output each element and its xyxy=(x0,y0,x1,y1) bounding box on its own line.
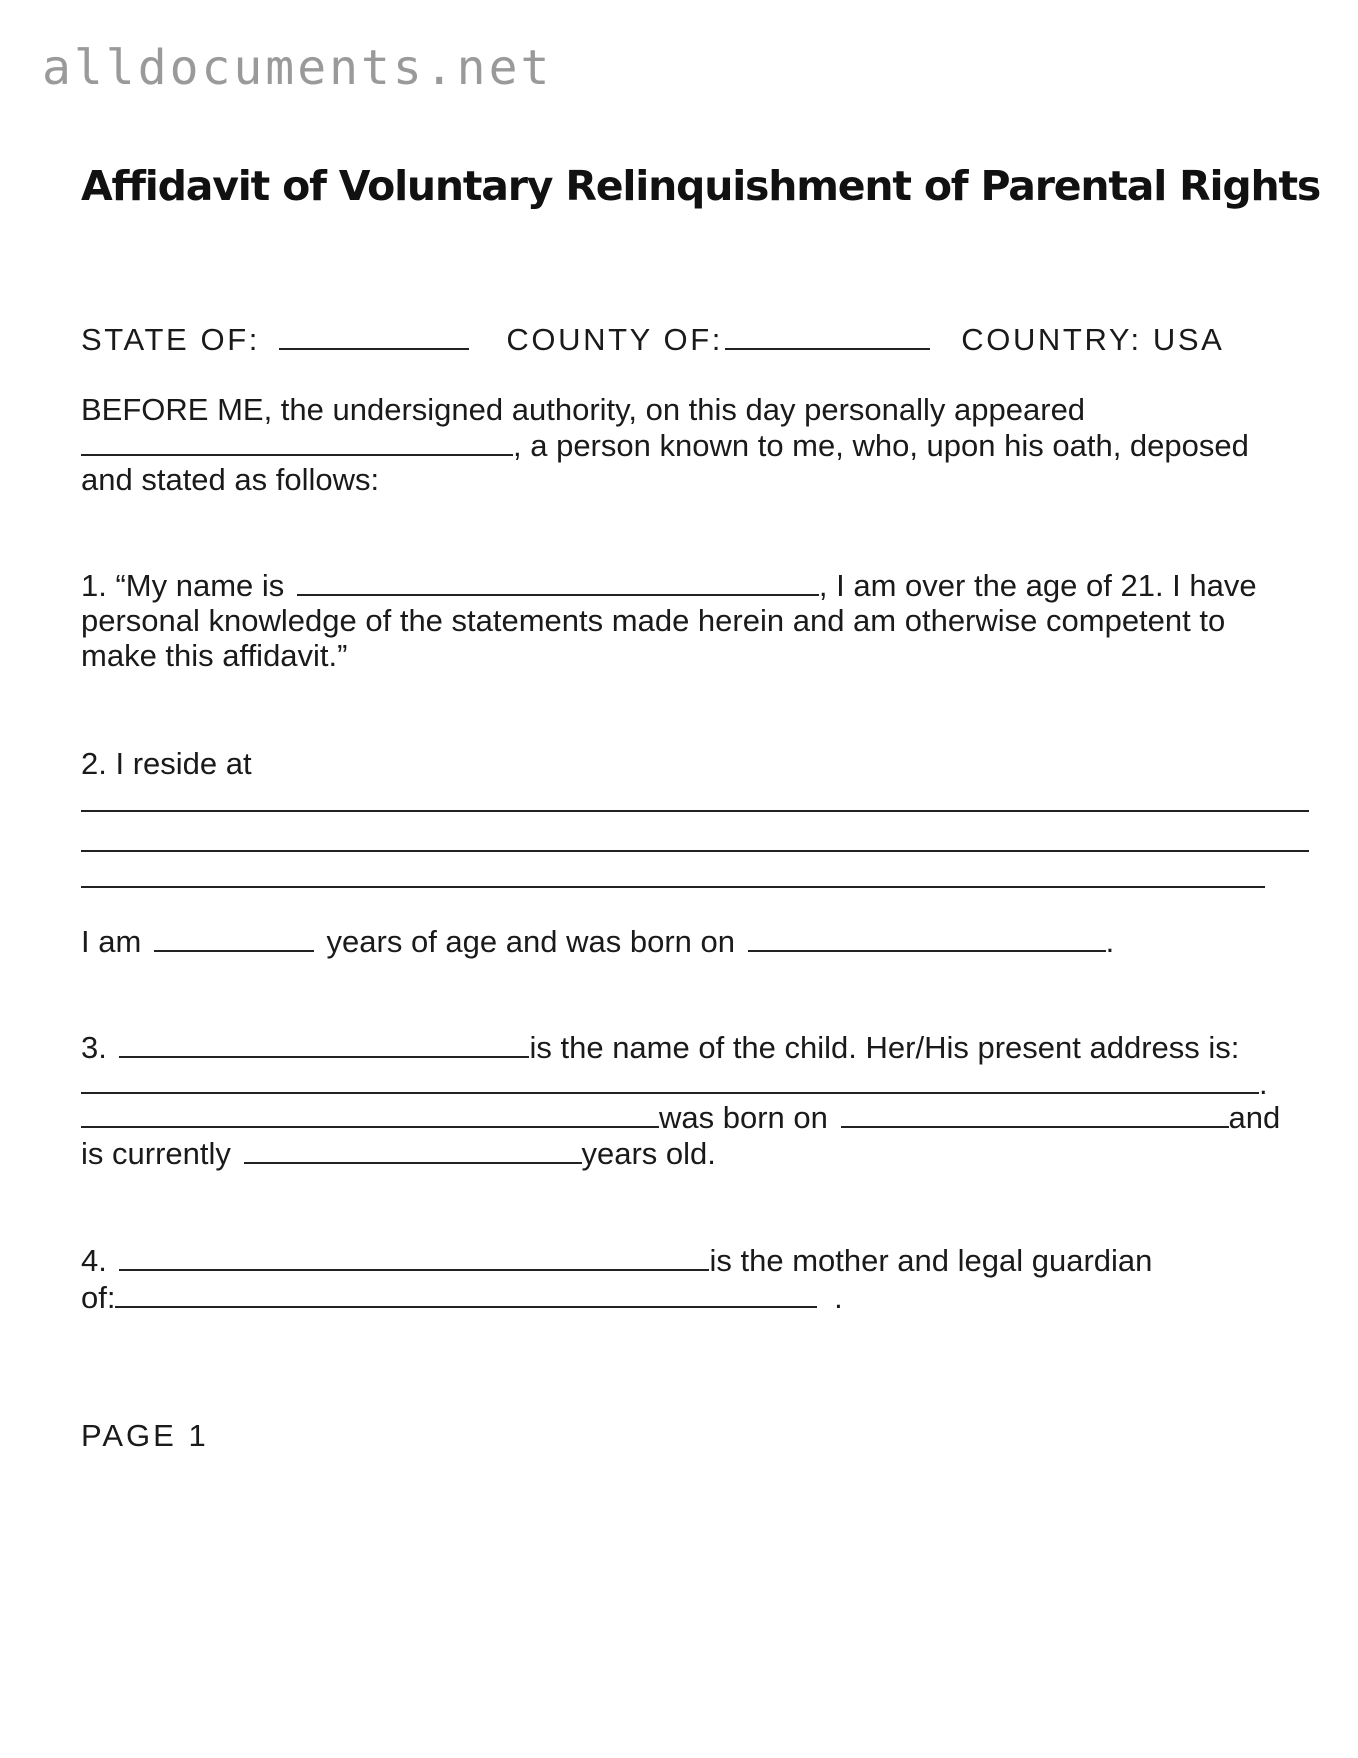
county-blank[interactable] xyxy=(725,324,930,350)
watermark: alldocuments.net xyxy=(42,40,553,96)
country-label: COUNTRY: USA xyxy=(961,322,1225,357)
years-label: years old. xyxy=(581,1136,716,1171)
currently-label: is currently xyxy=(81,1136,231,1171)
intro-line-2-text: , a person known to me, who, upon his oath, deposed xyxy=(513,428,1249,463)
item-3-line-4 xyxy=(81,1136,716,1172)
child-age-blank[interactable] xyxy=(244,1138,582,1164)
born-label: was born on xyxy=(659,1100,828,1135)
jurisdiction-line xyxy=(81,322,1224,358)
child-address-blank-2[interactable] xyxy=(81,1102,659,1128)
mother-name-blank[interactable] xyxy=(119,1245,709,1271)
county-label: COUNTY OF: xyxy=(506,322,724,357)
item-4-line-1 xyxy=(81,1243,1152,1279)
age-lead: I am xyxy=(81,924,142,959)
guardian-of-blank[interactable] xyxy=(115,1282,817,1308)
child-name-blank[interactable] xyxy=(119,1032,529,1058)
child-address-blank[interactable] xyxy=(81,1068,1259,1094)
state-label: STATE OF: xyxy=(81,322,260,357)
age-blank[interactable] xyxy=(154,926,314,952)
residence-blank-1[interactable] xyxy=(81,810,1309,812)
residence-blank-2[interactable] xyxy=(81,850,1309,852)
state-blank[interactable] xyxy=(279,324,469,350)
and-label: and xyxy=(1228,1100,1281,1135)
intro-line-1: BEFORE ME, the undersigned authority, on this day personally appeared xyxy=(81,392,1086,427)
residence-blank-3[interactable] xyxy=(81,886,1265,888)
birth-date-blank[interactable] xyxy=(748,926,1106,952)
item-1-line-3: make this affidavit.” xyxy=(81,638,348,673)
age-end: . xyxy=(1105,924,1115,959)
item-3-line-2-end: . xyxy=(1259,1066,1268,1101)
child-birth-date-blank[interactable] xyxy=(841,1102,1229,1128)
item-3-line-2 xyxy=(81,1066,1268,1102)
item-1-line-1 xyxy=(81,568,1257,604)
intro-line-2 xyxy=(81,428,1249,464)
item-4-lead: 4. xyxy=(81,1243,107,1278)
item-4-end: . xyxy=(834,1280,843,1315)
item-4-mid: is the mother and legal guardian xyxy=(709,1243,1153,1278)
page-number: PAGE 1 xyxy=(81,1418,209,1453)
item-3-line-3 xyxy=(81,1100,1280,1136)
item-1-line-2: personal knowledge of the statements made herein and am otherwise competent to xyxy=(81,603,1226,638)
my-name-blank[interactable] xyxy=(297,570,819,596)
item-2-lead: 2. I reside at xyxy=(81,746,252,781)
of-label: of: xyxy=(81,1280,116,1315)
item-3-line-1 xyxy=(81,1030,1239,1066)
item-4-line-2 xyxy=(81,1280,843,1316)
affiant-name-blank[interactable] xyxy=(81,430,513,456)
age-birth-line xyxy=(81,924,1114,960)
item-1-tail: , I am over the age of 21. I have xyxy=(818,568,1257,603)
item-3-lead: 3. xyxy=(81,1030,107,1065)
intro-line-3: and stated as follows: xyxy=(81,462,380,497)
item-3-mid: is the name of the child. Her/His present address is: xyxy=(529,1030,1240,1065)
item-1-lead: 1. “My name is xyxy=(81,568,285,603)
document-title: Affidavit of Voluntary Relinquishment of Parental Rights xyxy=(81,162,1321,210)
age-mid: years of age and was born on xyxy=(326,924,735,959)
